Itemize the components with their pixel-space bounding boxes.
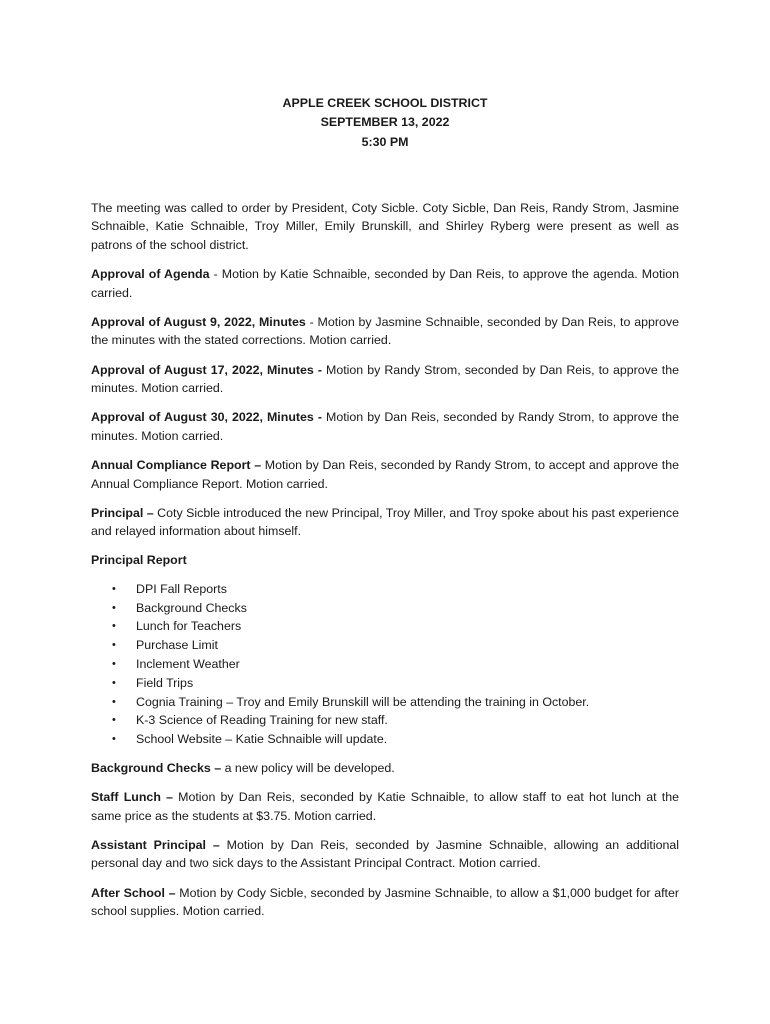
paragraph-text: Coty Sicble introduced the new Principal, Troy Miller, and Troy spoke about his past experience and relayed information about himself.	[91, 505, 679, 539]
paragraph-text: Motion by Dan Reis, seconded by Katie Schnaible, to allow staff to eat hot lunch at the same price as the students at $3.75. Motion carried.	[91, 790, 679, 823]
bullet-icon: •	[112, 620, 116, 633]
after-school-paragraph	[91, 884, 679, 921]
list-item: • Inclement Weather	[91, 655, 679, 674]
paragraph-heading: Annual Compliance Report –	[91, 457, 262, 472]
list-item: • K-3 Science of Reading Training for new staff.	[91, 711, 679, 730]
list-item: • Background Checks	[91, 599, 679, 618]
meeting-date: SEPTEMBER 13, 2022	[320, 115, 450, 130]
document-page	[91, 94, 679, 931]
district-name: APPLE CREEK SCHOOL DISTRICT	[282, 96, 488, 110]
paragraph-heading: Principal –	[91, 505, 154, 520]
intro-paragraph: The meeting was called to order by President, Coty Sicble. Coty Sicble, Dan Reis, Randy Strom, Jasmine Schnaible, Katie Schnaible, Troy Miller, Emily Brunskill, and Shirley Ryberg were present as well as patrons of the school district.	[91, 200, 679, 253]
paragraph-heading: Approval of August 17, 2022, Minutes -	[91, 362, 322, 377]
document-header	[91, 94, 679, 152]
bullet-icon: •	[112, 695, 116, 708]
paragraph-text: Motion by Cody Sicble, seconded by Jasmine Schnaible, to allow a $1,000 budget for after school supplies. Motion carried.	[91, 885, 679, 919]
agenda-paragraph	[91, 265, 679, 302]
paragraph-heading: Assistant Principal –	[91, 837, 220, 852]
compliance-report-paragraph	[91, 456, 679, 493]
paragraph-heading: Background Checks –	[91, 761, 222, 776]
aug30-minutes-paragraph	[91, 408, 679, 445]
list-item: • School Website – Katie Schnaible will update.	[91, 730, 679, 749]
paragraph-heading: Approval of Agenda	[91, 267, 210, 282]
paragraph-heading: Staff Lunch –	[91, 790, 173, 805]
paragraph-text: - Motion by Katie Schnaible, seconded by Dan Reis, to approve the agenda. Motion carried.	[91, 267, 679, 300]
principal-report-title: Principal Report	[91, 553, 187, 568]
bullet-icon: •	[112, 601, 116, 614]
meeting-time: 5:30 PM	[361, 134, 409, 149]
list-item: • Purchase Limit	[91, 636, 679, 655]
bullet-icon: •	[112, 676, 116, 689]
bullet-icon: •	[112, 658, 116, 671]
paragraph-heading: Approval of August 30, 2022, Minutes -	[91, 410, 322, 425]
paragraph-text: Motion by Dan Reis, seconded by Jasmine Schnaible, allowing an additional personal day and two sick days to the Assistant Principal Contract. Motion carried.	[91, 837, 679, 871]
list-item: • Field Trips	[91, 674, 679, 693]
bullet-icon: •	[112, 639, 116, 652]
list-item: • DPI Fall Reports	[91, 580, 679, 599]
paragraph-text: a new policy will be developed.	[221, 761, 395, 776]
aug17-minutes-paragraph	[91, 361, 679, 398]
paragraph-text: Motion by Randy Strom, seconded by Dan Reis, to approve the minutes. Motion carried.	[91, 362, 679, 396]
principal-paragraph	[91, 504, 679, 541]
paragraph-text: Motion by Dan Reis, seconded by Randy Strom, to approve the minutes. Motion carried.	[91, 410, 679, 443]
bullet-icon: •	[112, 714, 116, 727]
aug9-minutes-paragraph	[91, 313, 679, 350]
paragraph-text: Motion by Dan Reis, seconded by Randy Strom, to accept and approve the Annual Compliance Report. Motion carried.	[91, 457, 679, 491]
paragraph-text: - Motion by Jasmine Schnaible, seconded by Dan Reis, to approve the minutes with the stated corrections. Motion carried.	[91, 314, 679, 348]
assistant-principal-paragraph	[91, 836, 679, 873]
bullet-icon: •	[112, 733, 116, 746]
paragraph-heading: After School –	[91, 885, 176, 900]
list-item: • Lunch for Teachers	[91, 617, 679, 636]
background-checks-paragraph	[91, 759, 679, 778]
principal-report-list	[91, 580, 679, 749]
bullet-icon: •	[112, 582, 116, 595]
list-item: • Cognia Training – Troy and Emily Brunskill will be attending the training in October.	[91, 693, 679, 712]
paragraph-heading: Approval of August 9, 2022, Minutes	[91, 314, 306, 329]
staff-lunch-paragraph	[91, 788, 679, 825]
